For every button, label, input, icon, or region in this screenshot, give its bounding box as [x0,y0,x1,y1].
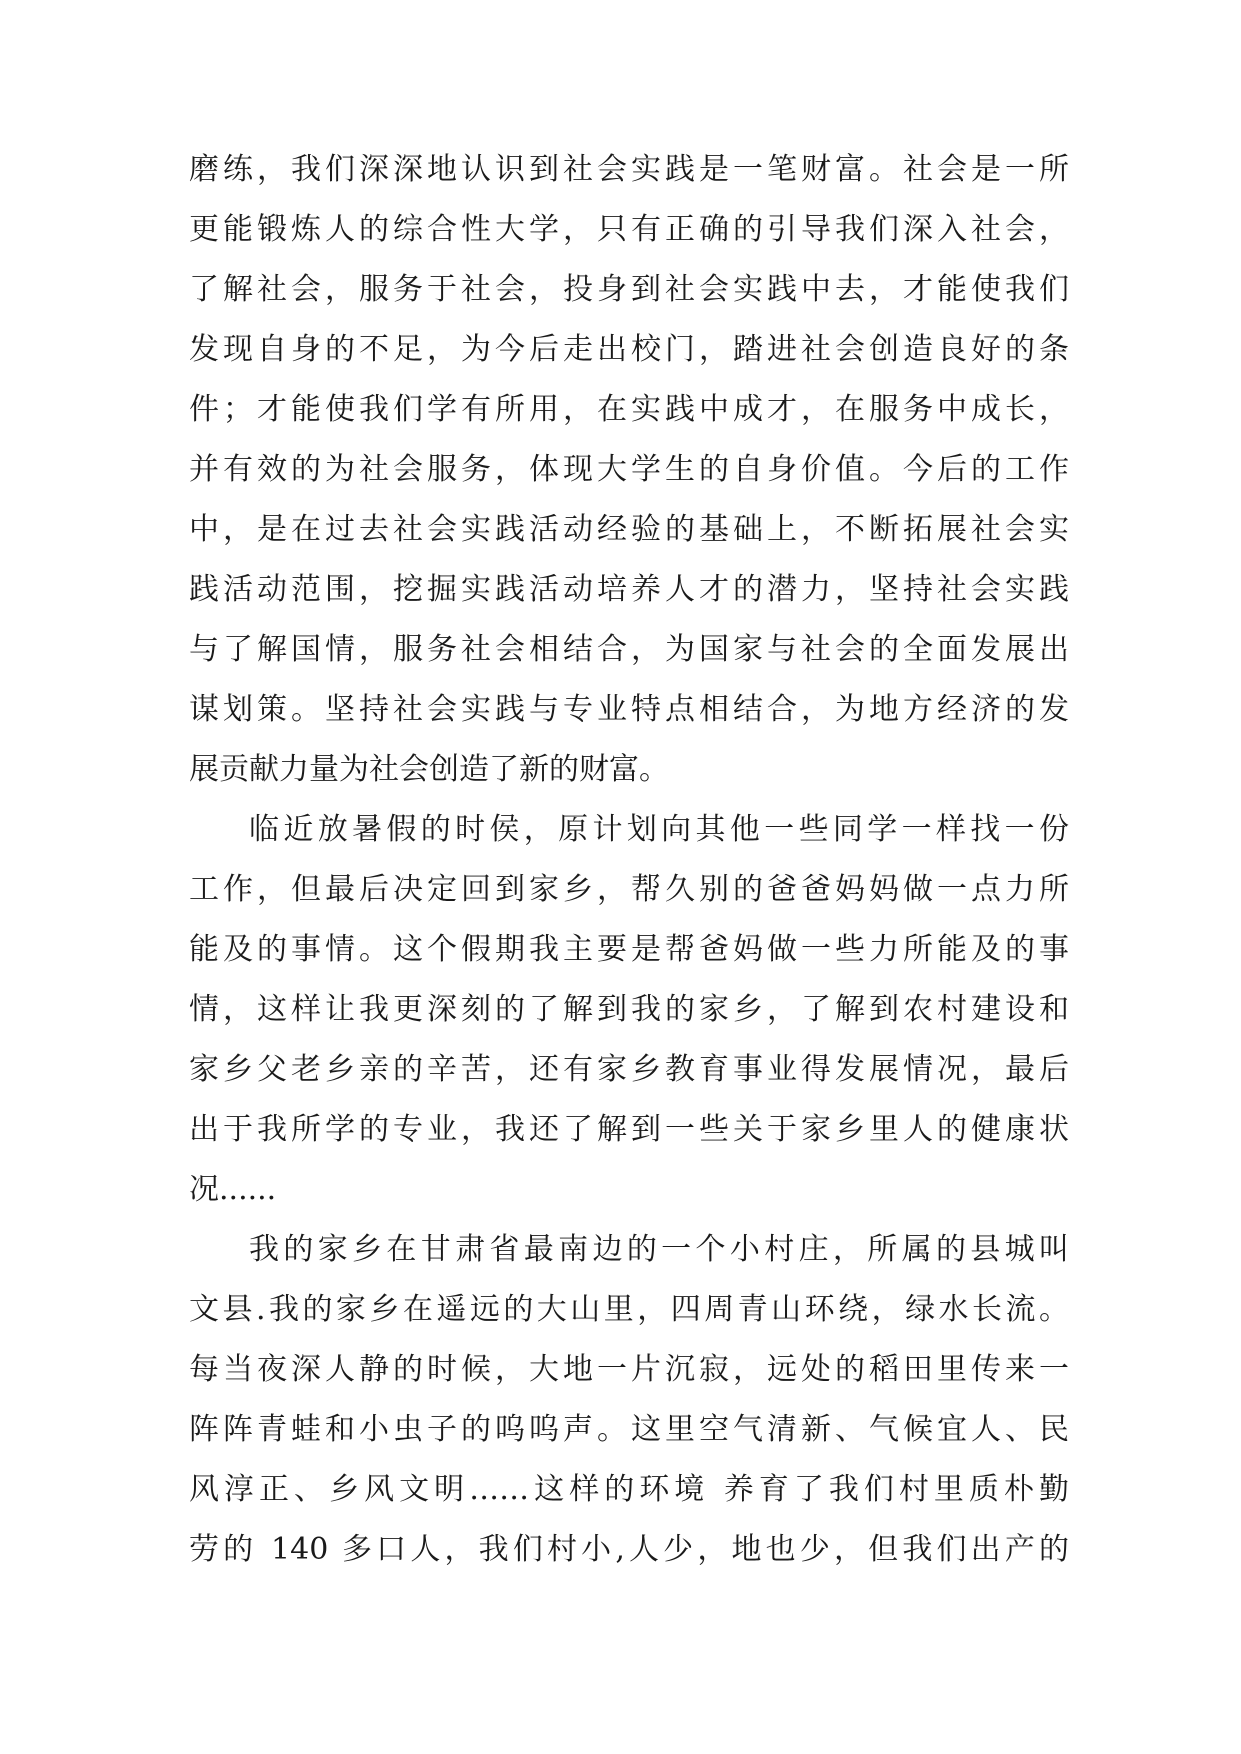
text-line-1: 磨练，我们深深地认识到社会实践是一笔财富。社会是一所 [189,152,1069,187]
text-line-19: 我的家乡在甘肃省最南边的一个小村庄，所属的县城叫 [249,1232,1069,1267]
text-line-2: 更能锻炼人的综合性大学，只有正确的引导我们深入社会， [189,212,1069,247]
text-line-22: 阵阵青蛙和小虫子的呜呜声。这里空气清新、气候宜人、民 [189,1412,1069,1447]
text-line-10: 谋划策。坚持社会实践与专业特点相结合，为地方经济的发 [189,692,1069,727]
text-line-17: 出于我所学的专业，我还了解到一些关于家乡里人的健康状 [189,1112,1069,1147]
text-line-12: 临近放暑假的时侯，原计划向其他一些同学一样找一份 [249,812,1069,847]
text-line-20: 文县.我的家乡在遥远的大山里，四周青山环绕，绿水长流。 [189,1292,1069,1327]
text-line-7: 中，是在过去社会实践活动经验的基础上，不断拓展社会实 [189,512,1069,547]
text-line-13: 工作，但最后决定回到家乡，帮久别的爸爸妈妈做一点力所 [189,872,1069,907]
text-line-5: 件；才能使我们学有所用，在实践中成才，在服务中成长， [189,392,1069,427]
text-line-16: 家乡父老乡亲的辛苦，还有家乡教育事业得发展情况，最后 [189,1052,1069,1087]
text-line-8: 践活动范围，挖掘实践活动培养人才的潜力，坚持社会实践 [189,572,1069,607]
text-line-11: 展贡献力量为社会创造了新的财富。 [189,752,669,787]
text-line-24: 劳的 140 多口人，我们村小,人少，地也少，但我们出产的 [189,1532,1069,1567]
text-line-18: 况...... [189,1172,277,1207]
text-line-9: 与了解国情，服务社会相结合，为国家与社会的全面发展出 [189,632,1069,667]
text-line-21: 每当夜深人静的时候，大地一片沉寂，远处的稻田里传来一 [189,1352,1069,1387]
text-line-15: 情，这样让我更深刻的了解到我的家乡，了解到农村建设和 [189,992,1069,1027]
text-line-23: 风淳正、乡风文明……这样的环境 养育了我们村里质朴勤 [189,1472,1069,1507]
text-line-4: 发现自身的不足，为今后走出校门，踏进社会创造良好的条 [189,332,1069,367]
text-line-6: 并有效的为社会服务，体现大学生的自身价值。今后的工作 [189,452,1069,487]
text-line-14: 能及的事情。这个假期我主要是帮爸妈做一些力所能及的事 [189,932,1069,967]
text-line-3: 了解社会，服务于社会，投身到社会实践中去，才能使我们 [189,272,1069,307]
